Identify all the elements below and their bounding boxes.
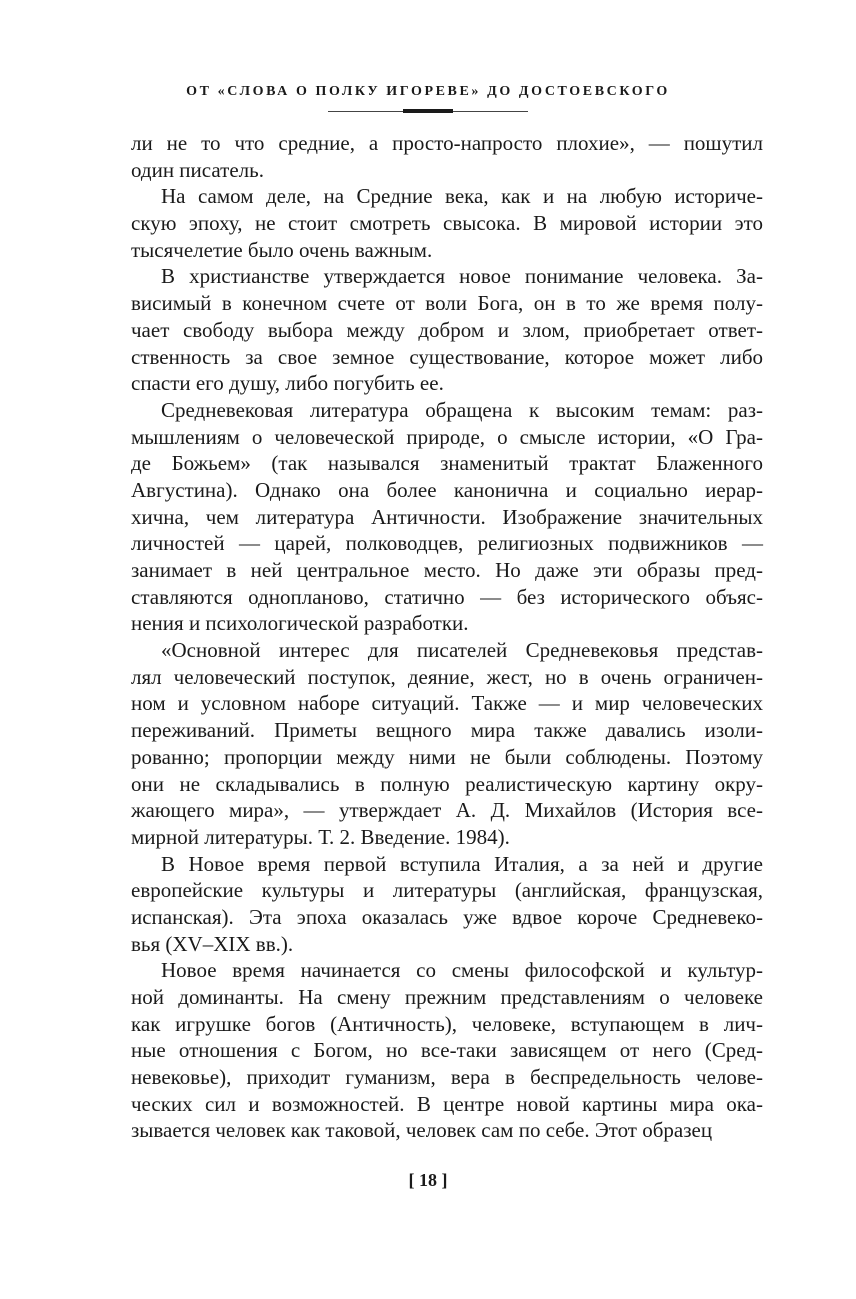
paragraph bbox=[131, 130, 763, 183]
text-line: нения и психологической разработки. bbox=[131, 611, 469, 636]
text-line: рованно; пропорции между ними не были соблюдены. Поэтому bbox=[131, 744, 763, 769]
text-line: Августина). Однако она более канонична и социально иерар- bbox=[131, 477, 763, 502]
text-line: тысячелетие было очень важным. bbox=[131, 237, 433, 262]
text-line: ли не то что средние, а просто-напросто плохие», — пошутил bbox=[131, 131, 763, 155]
text-line: зывается человек как таковой, человек сам по себе. Этот образец bbox=[131, 1118, 713, 1143]
text-line: де Божьем» (так назывался знаменитый трактат Блаженного bbox=[131, 451, 763, 476]
text-line: В Новое время первой вступила Италия, а за ней и другие bbox=[161, 851, 763, 876]
text-line: ставляются одноплановo, статично — без исторического объяс- bbox=[131, 584, 763, 609]
text-line: ной доминанты. На смену прежним представлениям о человеке bbox=[131, 985, 763, 1009]
text-line: занимает в ней центральное место. Но даже эти образы пред- bbox=[131, 558, 763, 582]
text-line: они не складывались в полную реалистическую картину окру- bbox=[131, 771, 763, 796]
text-line: ные отношения с Богом, но все-таки зависящем от него (Сред- bbox=[131, 1038, 763, 1063]
text-line: скую эпоху, не стоит смотреть свысока. В мировой истории это bbox=[131, 211, 763, 236]
paragraph bbox=[131, 957, 763, 1144]
text-line: ном и условном наборе ситуаций. Также — и мир человеческих bbox=[131, 691, 763, 716]
text-line: европейские культуры и литературы (английская, французская, bbox=[131, 878, 763, 903]
text-line: В христианстве утверждается новое понимание человека. За- bbox=[161, 264, 763, 289]
text-line: как игрушке богов (Античность), человеке, вступающем в лич- bbox=[131, 1011, 763, 1036]
text-line: испанская). Эта эпоха оказалась уже вдвое короче Средневеко- bbox=[131, 904, 763, 929]
text-line: жающего мира», — утверждает А. Д. Михайлов (История все- bbox=[131, 798, 763, 823]
header-rule-accent bbox=[403, 109, 453, 113]
paragraph bbox=[131, 263, 763, 396]
text-line: висимый в конечном счете от воли Бога, он в то же время полу- bbox=[131, 291, 763, 316]
text-line: переживаний. Приметы вещного мира также давались изоли- bbox=[131, 718, 763, 743]
text-line: мирной литературы. Т. 2. Введение. 1984). bbox=[131, 824, 510, 849]
paragraph bbox=[131, 183, 763, 263]
paragraph bbox=[131, 851, 763, 958]
text-line: Новое время начинается со смены философской и культур- bbox=[161, 958, 763, 983]
text-line: ственность за свое земное существование, которое может либо bbox=[131, 344, 763, 369]
page-number: [ 18 ] bbox=[408, 1170, 448, 1190]
text-line: «Основной интерес для писателей Средневековья представ- bbox=[161, 638, 763, 663]
text-line: Средневековая литература обращена к высоким темам: раз- bbox=[161, 397, 763, 422]
text-line: вья (XV–XIX вв.). bbox=[131, 931, 294, 956]
body-text bbox=[131, 130, 763, 1144]
paragraph bbox=[131, 397, 763, 637]
text-line: невековье), приходит гуманизм, вера в беспредельность челове- bbox=[131, 1065, 763, 1090]
text-line: мышлениям о человеческой природе, о смысле истории, «О Гра- bbox=[131, 424, 763, 449]
text-line: лял человеческий поступок, деяние, жест, но в очень ограничен- bbox=[131, 664, 763, 689]
text-line: ческих сил и возможностей. В центре новой картины мира ока- bbox=[131, 1091, 763, 1116]
text-line: чает свободу выбора между добром и злом, приобретает ответ- bbox=[131, 317, 763, 342]
text-line: один писатель. bbox=[131, 157, 264, 182]
text-line: спасти его душу, либо погубить ее. bbox=[131, 371, 444, 396]
text-line: личностей — царей, полководцев, религиозных подвижников — bbox=[131, 531, 763, 556]
running-title: ОТ «СЛОВА О ПОЛКУ ИГОРЕВЕ» ДО ДОСТОЕВСКОГО bbox=[186, 84, 670, 99]
text-line: На самом деле, на Средние века, как и на любую историче- bbox=[161, 184, 763, 209]
paragraph bbox=[131, 637, 763, 851]
text-line: хична, чем литература Античности. Изображение значительных bbox=[131, 504, 763, 529]
